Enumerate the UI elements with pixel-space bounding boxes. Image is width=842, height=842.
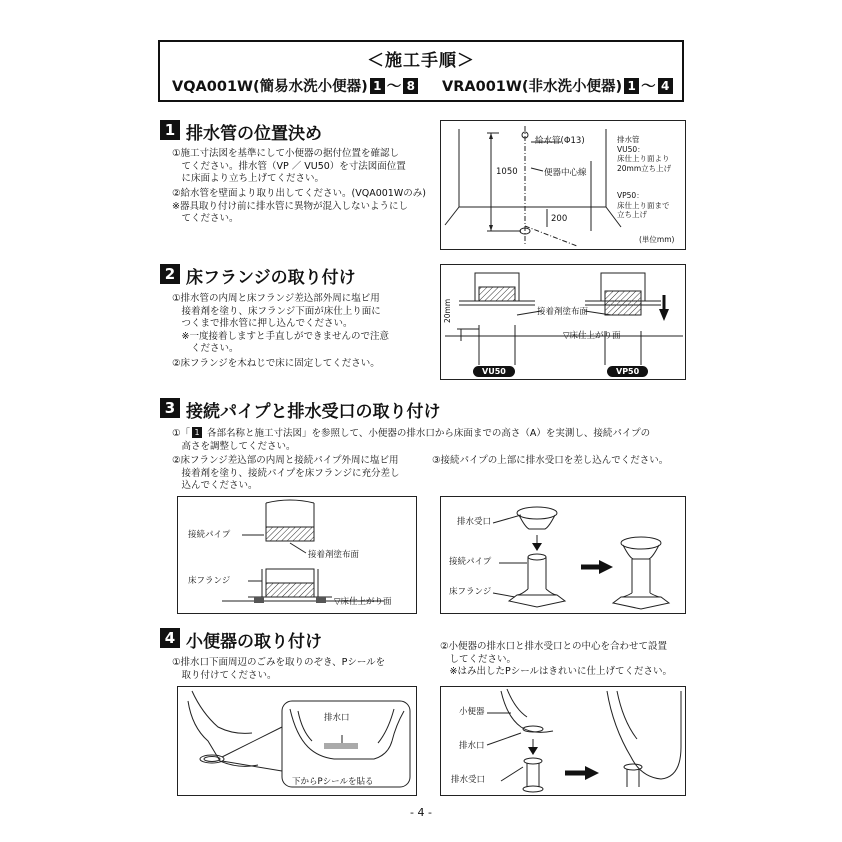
section-2-text-2: ②床フランジを木ねじで床に固定してください。 (172, 358, 380, 369)
label-floor-finish-2: ▽床仕上がり面 (334, 597, 392, 607)
label-connecting-pipe-2: 接続パイプ (449, 557, 492, 567)
section-3-title: 接続パイプと排水受口の取り付け (186, 402, 441, 422)
label-drain-receiver-2: 排水受口 (451, 775, 486, 785)
tag-vp50: VP50 (607, 366, 648, 377)
step-box-right-to: 4 (658, 78, 673, 94)
section-3-text-rest: 各部名称と施工寸法図」を参照して、小便器の排水口から床面までの高さ（A）を実測し、接続パイプの 高さを調整してください。 (181, 428, 651, 452)
label-center-line: 便器中心線 (544, 168, 587, 178)
tag-vu50: VU50 (473, 366, 515, 377)
section-1-text: ①施工寸法図を基準にして小便器の据付位置を確認し てください。排水管（VP ／ VU50）を寸法図面位置 に床面より立ち上げてください。 (172, 148, 406, 184)
label-adhesive-surface: 接着剤塗布面 (537, 307, 589, 317)
label-drain-outlet: 排水口 (324, 713, 350, 723)
step-box-left-from: 1 (370, 78, 385, 94)
section-2-text: ①排水管の内周と床フランジ差込部外周に塩ビ用 接着剤を塗り、床フランジ下面が床仕上り面に つくまで排水管に押し込んでください。 ※一度接着しますと手直しができませんので注意 ください。 (172, 293, 389, 354)
tilde-left: ～ (386, 79, 402, 95)
section-4-text: ①排水口下面周辺のごみを取りのぞき、Pシールを 取り付けてください。 (172, 657, 386, 681)
section-1-number: 1 (160, 120, 180, 140)
label-connecting-pipe: 接続パイプ (188, 530, 231, 540)
section-1-text-2: ②給水管を壁面より取り出してください。(VQA001Wのみ) ※器具取り付け前に排水管に異物が混入しないようにし てください。 (172, 188, 426, 224)
label-drain-receiver: 排水受口 (457, 517, 492, 527)
model-right-name: VRA001W(非水洗小便器) (442, 79, 623, 95)
procedure-header-box (158, 40, 684, 102)
label-dim-200: 200 (551, 214, 568, 224)
label-adhesive-surface-2: 接着剤塗布面 (308, 550, 360, 560)
label-dim-20mm: 20mm (443, 298, 452, 323)
section-3-text-2: ②床フランジ差込部の内周と接続パイプ外周に塩ビ用 接着剤を塗り、接続パイプを床フランジに充分差し 込んでください。 (172, 455, 400, 491)
label-vu50-note: 排水管 VU50： 床仕上り面より 20mm立ち上げ (617, 135, 672, 173)
procedure-title: ＜施工手順＞ (367, 51, 475, 71)
section-4-number: 4 (160, 628, 180, 648)
label-vp50-note: VP50： 床仕上り面まで 立ち上げ (617, 191, 670, 219)
section-3-text (172, 427, 650, 453)
figure-drain-position (440, 120, 686, 250)
label-p-seal: 下からPシールを貼る (292, 777, 374, 787)
step-box-left-to: 8 (403, 78, 418, 94)
tilde-right: ～ (641, 79, 656, 95)
label-floor-finish: ▽床仕上がり面 (563, 331, 621, 341)
label-dim-1050: 1050 (496, 167, 518, 177)
section-4-text-2: ②小便器の排水口と排水受口との中心を合わせて設置 してください。 ※はみ出したPシールはきれいに仕上げてください。 (440, 641, 672, 677)
model-right-range (442, 75, 675, 96)
section-3-number: 3 (160, 398, 180, 418)
figure-drain-receiver (440, 496, 686, 614)
section-2-title: 床フランジの取り付け (186, 268, 356, 288)
label-floor-flange-2: 床フランジ (449, 587, 492, 597)
section-1-title: 排水管の位置決め (186, 124, 322, 144)
section-3-text-3: ③接続パイプの上部に排水受口を差し込んでください。 (432, 455, 669, 466)
label-unit-mm: (単位mm) (639, 235, 675, 244)
label-supply-pipe: 給水管(Φ13) (535, 136, 585, 146)
figure-floor-flange (440, 264, 686, 380)
figure-p-seal (177, 686, 417, 796)
figure-connecting-pipe (177, 496, 417, 614)
figure-urinal-install (440, 686, 686, 796)
section-4-title: 小便器の取り付け (186, 632, 322, 652)
label-floor-flange: 床フランジ (188, 576, 231, 586)
model-left-range (172, 75, 420, 96)
floor-flange-drawing (441, 265, 687, 381)
section-2-number: 2 (160, 264, 180, 284)
step-box-right-from: 1 (624, 78, 639, 94)
section-3-text-open: ①「 (172, 428, 191, 439)
model-left-name: VQA001W(簡易水洗小便器) (172, 79, 368, 95)
label-drain-outlet-2: 排水口 (459, 741, 485, 751)
page-number: - 4 - (410, 806, 432, 819)
label-urinal: 小便器 (459, 707, 485, 717)
section-3-ref-box: 1 (192, 427, 202, 438)
